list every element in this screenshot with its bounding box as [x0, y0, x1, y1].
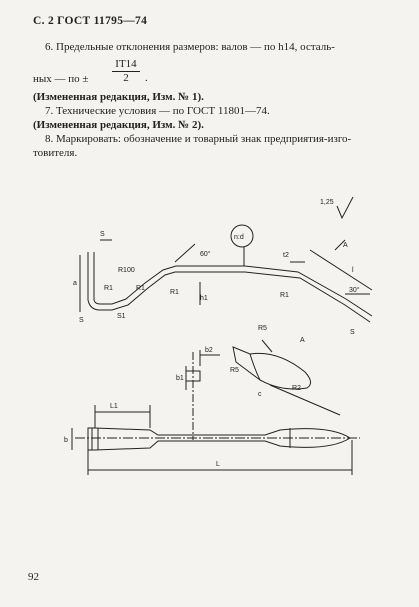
fraction-numerator: IT14	[112, 58, 140, 72]
revision-note-1: (Измененная редакция, Изм. № 1).	[33, 91, 204, 103]
label-c: c	[258, 391, 262, 398]
label-s-right: S	[350, 329, 355, 336]
label-r100: R100	[118, 267, 135, 274]
label-view-a: A	[343, 242, 348, 249]
label-r5a: R5	[258, 325, 267, 332]
page-number: 92	[28, 571, 39, 583]
item-6-line1: 6. Предельные отклонения размеров: валов — по h14, осталь-	[45, 41, 335, 53]
tool-profile-upper	[88, 252, 370, 322]
label-s: S	[100, 231, 105, 238]
dim-c	[270, 385, 340, 415]
label-b2: b2	[205, 347, 213, 354]
label-a: a	[73, 280, 77, 287]
label-L: L	[216, 461, 220, 468]
label-b1: b1	[176, 375, 184, 382]
roughness-mark-icon	[337, 197, 353, 218]
label-r1c: R1	[170, 289, 179, 296]
label-angle30: 30°	[349, 287, 360, 294]
label-t2: t2	[283, 252, 289, 259]
document-header: С. 2 ГОСТ 11795—74	[33, 15, 148, 27]
item-6-line2: ных — по ±	[33, 73, 89, 85]
label-nd: n:d	[234, 234, 244, 241]
item-8-line1: 8. Маркировать: обозначение и товарный знак предприятия-изго-	[45, 133, 352, 145]
tool-profile-lower	[94, 252, 372, 316]
item-6-end: .	[145, 72, 148, 84]
tool-plan-view	[88, 428, 350, 450]
label-r1d: R1	[280, 292, 289, 299]
label-s-left: S	[79, 317, 84, 324]
item-8-line2: товителя.	[33, 147, 78, 159]
label-l1: L1	[110, 403, 118, 410]
label-l: l	[352, 267, 354, 274]
label-angle60: 60°	[200, 251, 211, 258]
label-r2: R2	[292, 385, 301, 392]
tip-detail	[233, 347, 311, 389]
label-s1: S1	[117, 313, 126, 320]
fraction-denominator: 2	[123, 72, 129, 84]
label-b: b	[64, 437, 68, 444]
revision-note-2: (Измененная редакция, Изм. № 2).	[33, 119, 204, 131]
label-h1: h1	[200, 295, 208, 302]
item-7: 7. Технические условия — по ГОСТ 11801—74.	[45, 105, 270, 117]
label-r1a: R1	[104, 285, 113, 292]
label-view-a2: A	[300, 337, 305, 344]
label-r1b: R1	[136, 285, 145, 292]
label-r5b: R5	[230, 367, 239, 374]
label-roughness: 1,25	[320, 199, 334, 206]
